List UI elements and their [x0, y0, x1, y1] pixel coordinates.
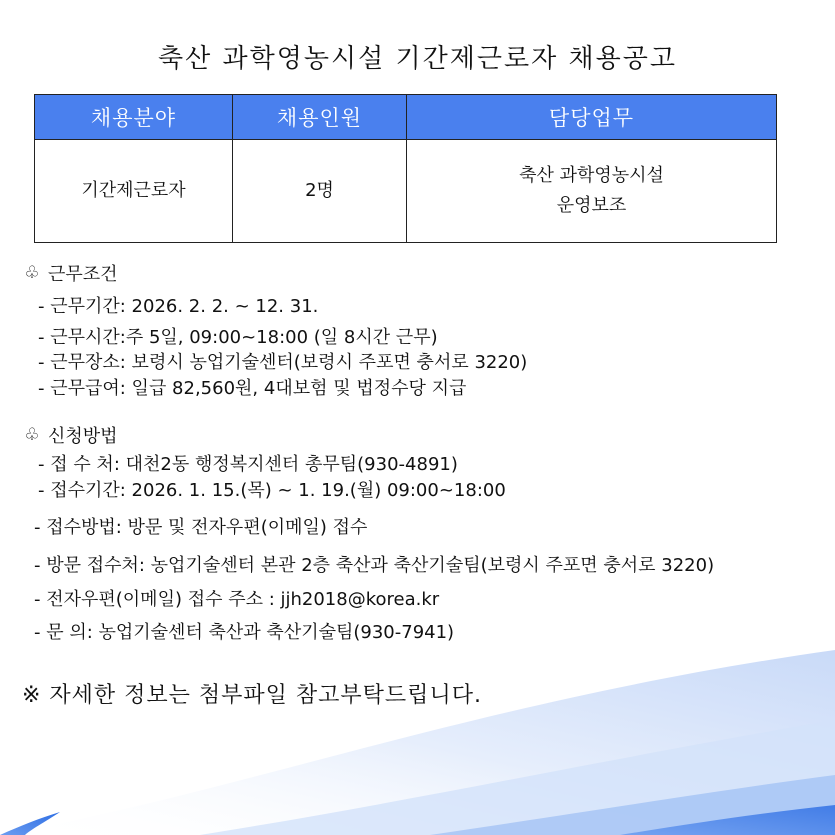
club-icon: ♧	[24, 263, 40, 283]
header-duty: 담당업무	[407, 95, 777, 140]
duty-line-1: 축산 과학영농시설	[519, 165, 664, 186]
work-conditions-heading	[22, 259, 118, 287]
list-item: - 근무시간:주 5일, 09:00~18:00 (일 8시간 근무)	[38, 327, 438, 348]
table-row	[35, 140, 777, 243]
page-title: 축산 과학영농시설 기간제근로자 채용공고	[158, 44, 677, 74]
recruitment-table	[34, 94, 777, 243]
cell-duty	[407, 140, 777, 243]
club-icon: ♧	[24, 425, 40, 445]
list-item: - 근무급여: 일급 82,560원, 4대보험 및 법정수당 지급	[38, 378, 467, 399]
attachment-note: ※ 자세한 정보는 첨부파일 참고부탁드립니다.	[22, 683, 482, 708]
cell-field: 기간제근로자	[35, 140, 233, 243]
work-conditions-title: 근무조건	[48, 264, 118, 285]
header-count: 채용인원	[233, 95, 407, 140]
list-item: - 접수기간: 2026. 1. 15.(목) ~ 1. 19.(월) 09:00~18:00	[38, 480, 506, 501]
table-header-row	[35, 95, 777, 140]
application-heading	[22, 421, 118, 449]
list-item: - 접 수 처: 대천2동 행정복지센터 총무팀(930-4891)	[38, 454, 458, 475]
list-item: - 전자우편(이메일) 접수 주소 : jjh2018@korea.kr	[34, 589, 440, 610]
list-item: - 근무장소: 보령시 농업기술센터(보령시 주포면 충서로 3220)	[38, 352, 528, 373]
list-item: - 방문 접수처: 농업기술센터 본관 2층 축산과 축산기술팀(보령시 주포면 충서로 3220)	[34, 555, 715, 576]
list-item: - 근무기간: 2026. 2. 2. ~ 12. 31.	[38, 296, 319, 317]
list-item: - 접수방법: 방문 및 전자우편(이메일) 접수	[34, 517, 368, 538]
header-field: 채용분야	[35, 95, 233, 140]
cell-count: 2명	[233, 140, 407, 243]
list-item: - 문 의: 농업기술센터 축산과 축산기술팀(930-7941)	[34, 622, 455, 643]
application-title: 신청방법	[48, 426, 118, 447]
duty-line-2: 운영보조	[556, 195, 627, 216]
